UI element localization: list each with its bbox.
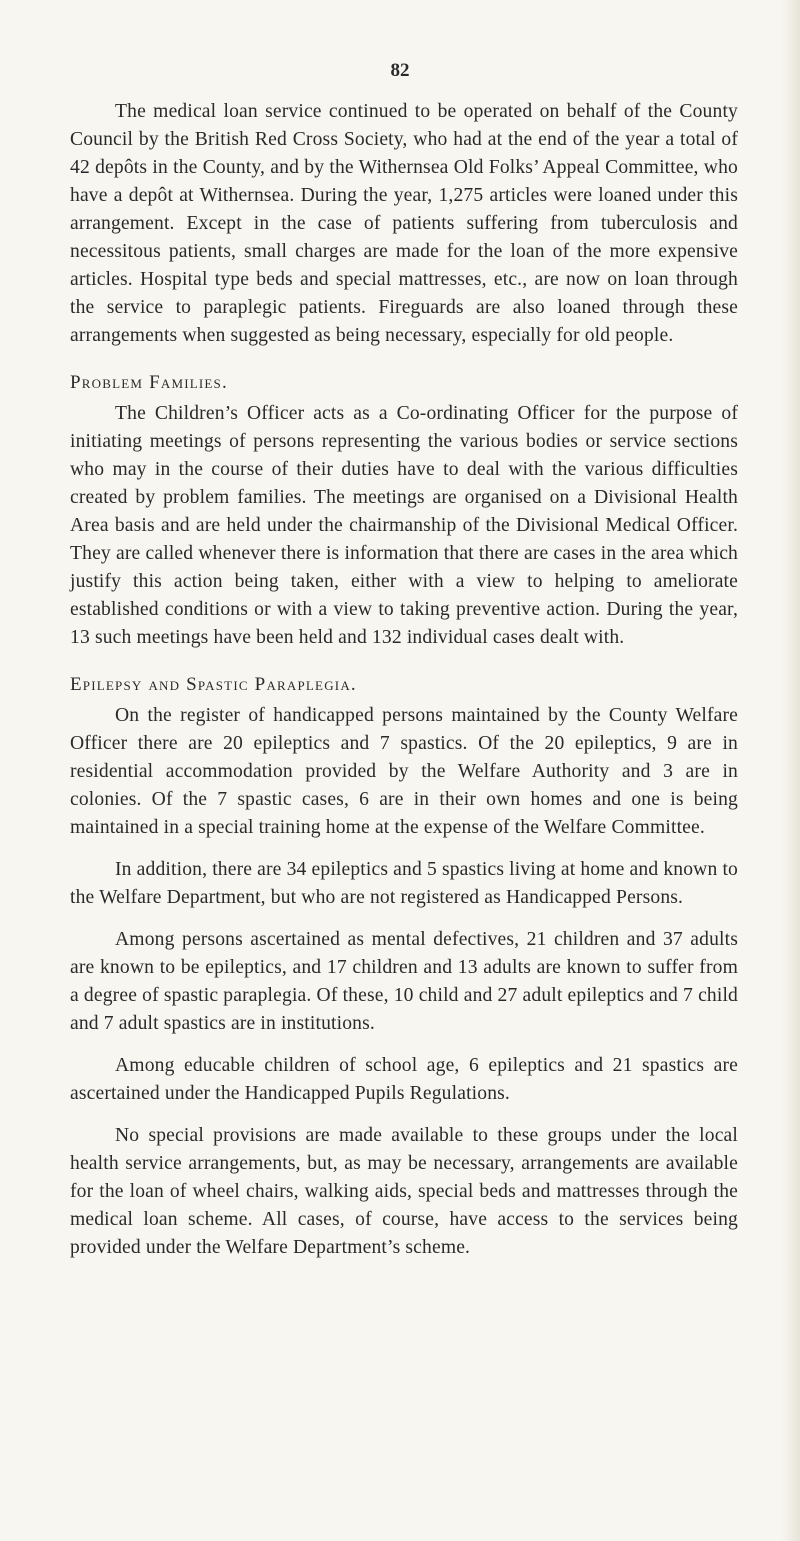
epilepsy-paragraph-5: No special provisions are made available to these groups under the local health service arrangements, but, as may be necessary, arrangements are available for the loan of wheel chairs, walking aids, special beds and mattresses through the medical loan scheme. All cases, of course, have access to the services being provided under the Welfare Department’s scheme. <box>70 1125 738 1258</box>
epilepsy-heading: Epilepsy and Spastic Paraplegia. <box>70 674 357 695</box>
epilepsy-paragraph-2: In addition, there are 34 epileptics and 5 spastics living at home and known to the Welfare Department, but who are not registered as Handicapped Persons. <box>70 859 738 908</box>
page-number: 82 <box>390 60 410 81</box>
page-content <box>70 98 738 1262</box>
epilepsy-paragraph-3: Among persons ascertained as mental defectives, 21 children and 37 adults are known to be epileptics, and 17 children and 13 adults are known to suffer from a degree of spastic paraplegia. Of these, 10 child and 27 adult epileptics and 7 child and 7 adult spastics are in institutions. <box>70 929 738 1034</box>
epilepsy-paragraph-1: On the register of handicapped persons maintained by the County Welfare Officer there are 20 epileptics and 7 spastics. Of the 20 epileptics, 9 are in residential accommodation provided by the Welfare Authority and 3 are in colonies. Of the 7 spastic cases, 6 are in their own homes and one is being maintained in a special training home at the expense of the Welfare Committee. <box>70 705 738 838</box>
page-edge-shadow <box>782 0 800 1541</box>
problem-families-heading: Problem Families. <box>70 372 228 393</box>
problem-families-paragraph: The Children’s Officer acts as a Co-ordinating Officer for the purpose of initiating meetings of persons representing the various bodies or service sections who may in the course of their duties have to deal with the various difficulties created by problem families. The meetings are organised on a Divisional Health Area basis and are held under the chairmanship of the Divisional Medical Officer. They are called whenever there is information that there are cases in the area which justify this action being taken, either with a view to helping to ameliorate established conditions or with a view to taking preventive action. During the year, 13 such meetings have been held and 132 individual cases dealt with. <box>70 403 738 648</box>
loan-service-paragraph: The medical loan service continued to be operated on behalf of the County Council by the British Red Cross Society, who had at the end of the year a total of 42 depôts in the County, and by the Withernsea Old Folks’ Appeal Committee, who have a depôt at Withernsea. During the year, 1,275 articles were loaned under this arrangement. Except in the case of patients suffering from tuberculosis and necessitous patients, small charges are made for the loan of the more expensive articles. Hospital type beds and special mattresses, etc., are now on loan through the service to paraplegic patients. Fireguards are also loaned through these arrangements when suggested as being necessary, especially for old people. <box>70 101 738 346</box>
epilepsy-paragraph-4: Among educable children of school age, 6 epileptics and 21 spastics are ascertained under the Handicapped Pupils Regulations. <box>70 1055 738 1104</box>
